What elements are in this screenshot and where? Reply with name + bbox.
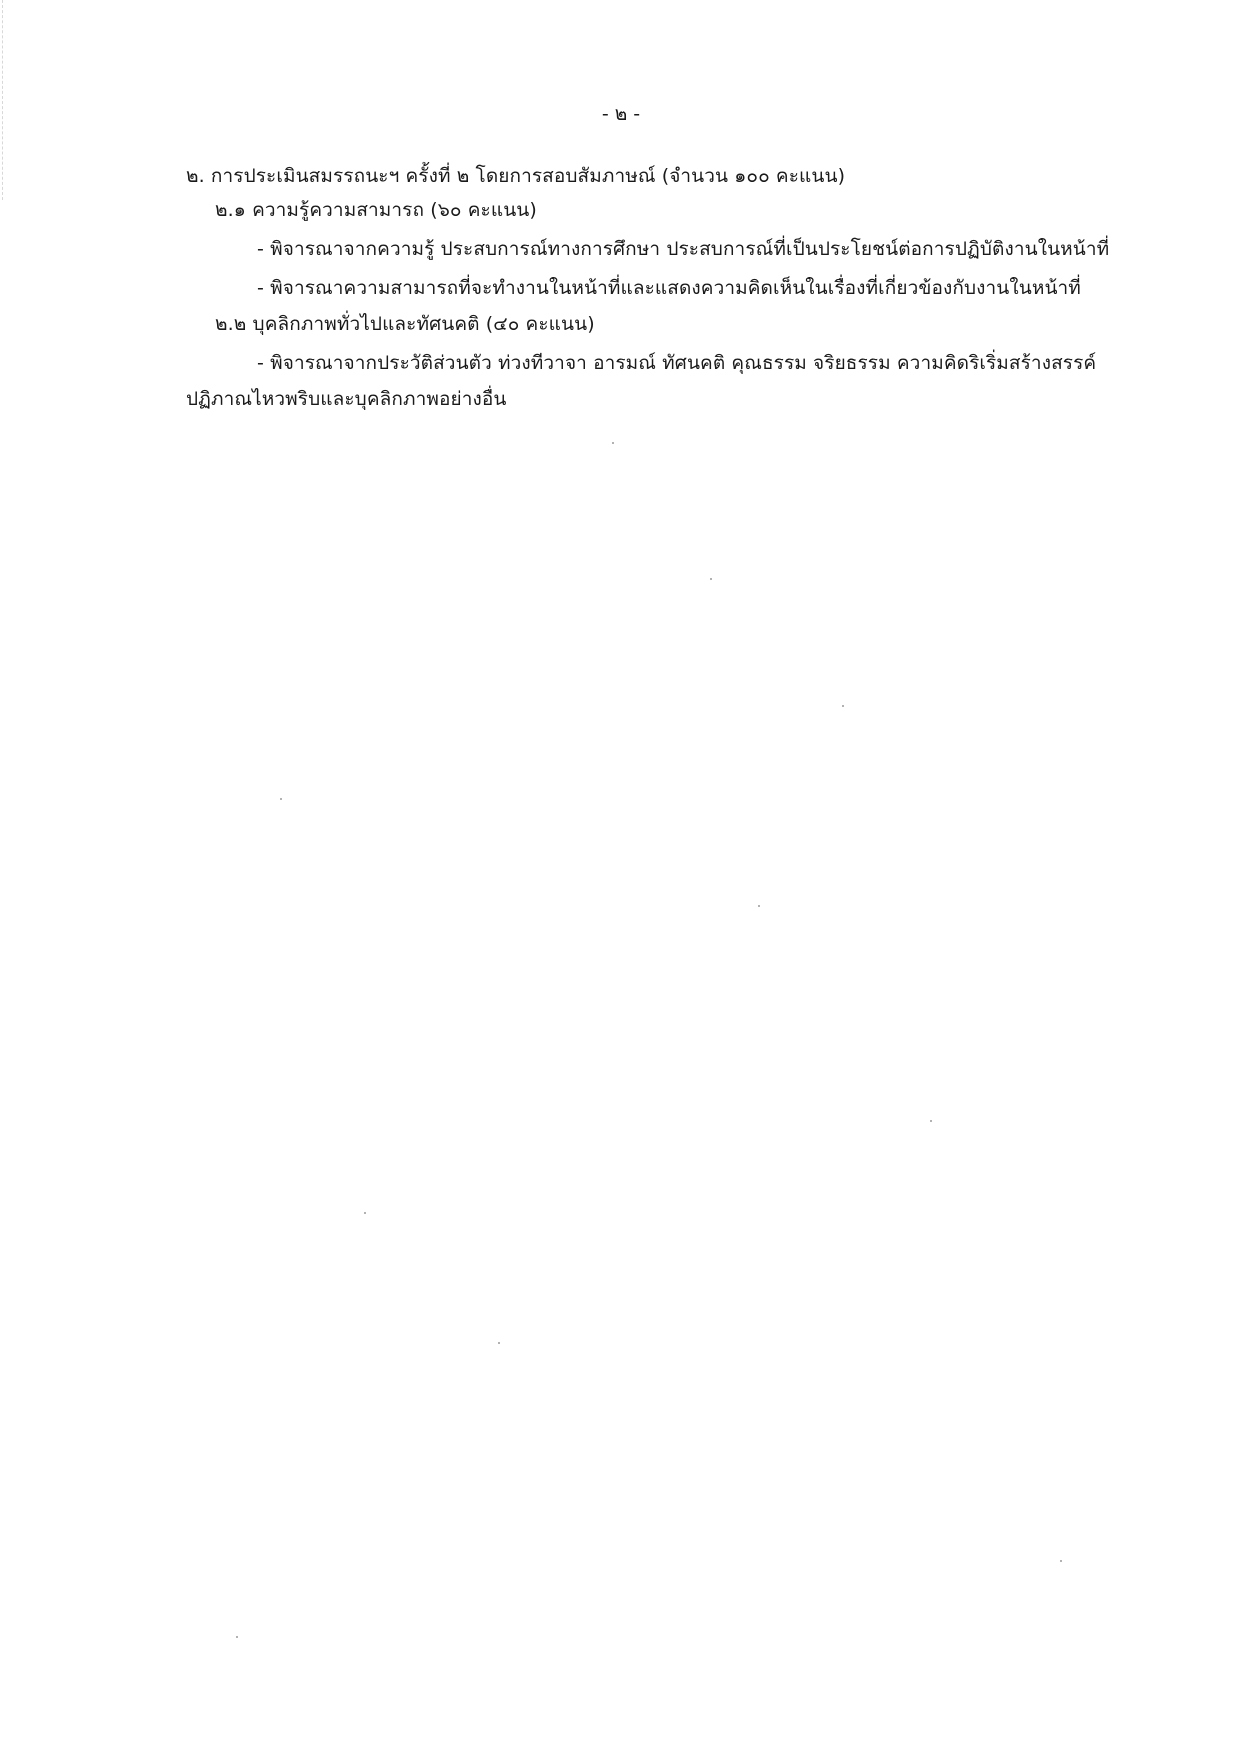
scan-speck xyxy=(710,578,712,580)
scan-speck xyxy=(758,905,760,907)
scan-speck xyxy=(236,1636,238,1638)
scan-speck xyxy=(364,1212,366,1214)
subsection-heading-personality: ๒.๒ บุคลิกภาพทั่วไปและทัศนคติ (๔๐ คะแนน) xyxy=(215,313,595,335)
criteria-item-knowledge-2: - พิจารณาความสามารถที่จะทำงานในหน้าที่และแสดงความคิดเห็นในเรื่องที่เกี่ยวข้องกับงานในหน้าที่ xyxy=(257,277,1081,299)
section-heading: ๒. การประเมินสมรรถนะฯ ครั้งที่ ๒ โดยการสอบสัมภาษณ์ (จำนวน ๑๐๐ คะแนน) xyxy=(186,165,846,187)
scan-speck xyxy=(1060,1560,1062,1562)
criteria-item-personality-1: - พิจารณาจากประวัติส่วนตัว ท่วงทีวาจา อารมณ์ ทัศนคติ คุณธรรม จริยธรรม ความคิดริเริ่มสร้างสรรค์ xyxy=(257,352,1097,374)
page-number: - ๒ - xyxy=(601,103,641,125)
scan-speck xyxy=(842,705,844,707)
criteria-item-personality-continuation: ปฏิภาณไหวพริบและบุคลิกภาพอย่างอื่น xyxy=(186,388,507,410)
subsection-heading-knowledge: ๒.๑ ความรู้ความสามารถ (๖๐ คะแนน) xyxy=(215,199,537,221)
scan-speck xyxy=(612,442,614,444)
scan-speck xyxy=(280,798,282,800)
scan-speck xyxy=(498,1342,500,1344)
scan-speck xyxy=(930,1120,932,1122)
criteria-item-knowledge-1: - พิจารณาจากความรู้ ประสบการณ์ทางการศึกษา ประสบการณ์ที่เป็นประโยชน์ต่อการปฏิบัติงานในหน้าที่ xyxy=(257,238,1110,260)
